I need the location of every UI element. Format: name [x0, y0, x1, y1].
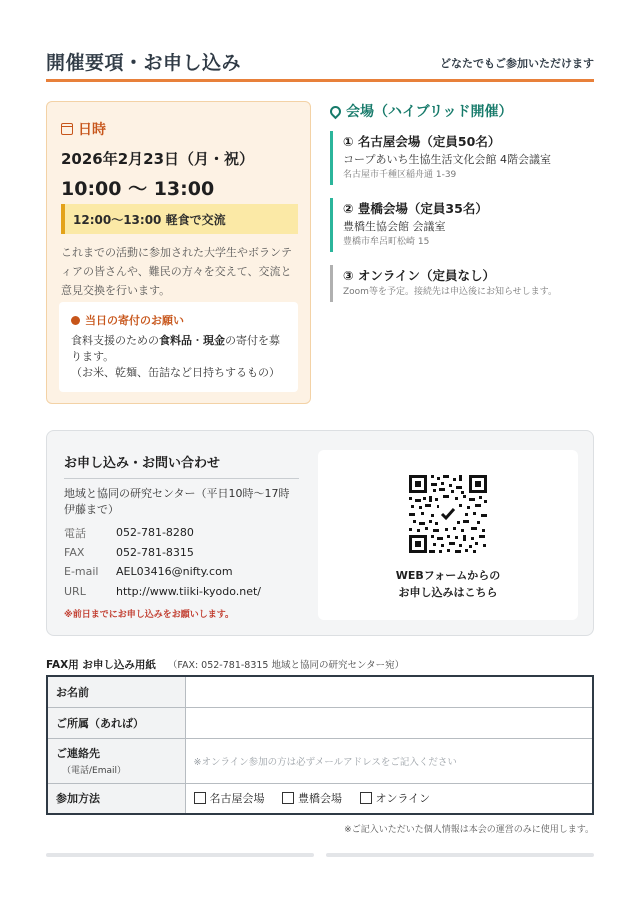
contact-label — [47, 738, 185, 783]
donation-heading — [71, 312, 286, 328]
page-header — [46, 48, 594, 82]
option-nagoya[interactable] — [194, 790, 265, 806]
contact-key: FAX — [64, 545, 85, 559]
contact-value: 052-781-8315 — [116, 545, 194, 559]
page-subtitle: どなたでもご参加いただけます — [440, 57, 594, 70]
venue-address: 名古屋市千種区稲舟通 1-39 — [343, 170, 457, 180]
name-label: お名前 — [47, 676, 185, 707]
option-toyohashi[interactable] — [282, 790, 342, 806]
donation-text-pre: 食料支援のための — [71, 334, 159, 347]
donation-sep: ・ — [192, 334, 203, 347]
contact-value: 052-781-8280 — [116, 526, 194, 540]
venue-item-online — [330, 265, 594, 302]
deadline-note: ※前日までにお申し込みをお願いします。 — [64, 610, 235, 620]
email-link[interactable]: AEL03416@nifty.com — [116, 565, 233, 579]
qr-caption-line2: お申し込みはこちら — [398, 586, 498, 599]
venue-heading-text: 会場（ハイブリッド開催） — [346, 104, 513, 120]
fax-form-table — [46, 675, 594, 815]
checkbox-online[interactable] — [360, 792, 372, 804]
method-label: 参加方法 — [47, 783, 185, 814]
contact-key: E-mail — [64, 565, 99, 579]
contact-row-fax — [64, 543, 261, 563]
donation-item-food: 食料品 — [159, 334, 192, 347]
venue-heading — [330, 101, 594, 121]
form-row-method — [47, 783, 593, 814]
checkbox-nagoya[interactable] — [194, 792, 206, 804]
contact-rows — [64, 523, 261, 601]
qr-caption-line1: WEBフォームからの — [395, 569, 501, 582]
contact-key: URL — [64, 584, 86, 598]
venue-section — [330, 101, 594, 315]
page-title: 開催要項・お申し込み — [46, 52, 242, 74]
datetime-panel — [46, 101, 311, 404]
form-row-name — [47, 676, 593, 707]
form-row-contact — [47, 738, 593, 783]
option-online[interactable] — [360, 790, 431, 806]
footer-divider-right — [326, 853, 594, 857]
fax-form-title: FAX用 お申し込み用紙 — [46, 659, 156, 671]
donation-item-cash: 現金 — [203, 334, 225, 347]
venue-address: 豊橋市牟呂町松崎 15 — [343, 237, 430, 247]
exchange-time-banner: 12:00〜13:00 軽食で交流 — [61, 204, 298, 234]
donation-text — [71, 333, 286, 381]
contact-panel — [46, 430, 594, 636]
venue-name: ③ オンライン（定員なし） — [343, 268, 496, 283]
affiliation-label: ご所属（あれば） — [47, 707, 185, 738]
calendar-icon — [61, 123, 73, 135]
privacy-note: ※ご記入いただいた個人情報は本会の運営のみに使用します。 — [344, 825, 594, 835]
method-options — [185, 783, 593, 814]
affiliation-field[interactable] — [185, 707, 593, 738]
venue-name: ② 豊橋会場（定員35名） — [343, 201, 488, 216]
contact-row-phone — [64, 523, 261, 543]
option-label: 名古屋会場 — [209, 791, 265, 805]
qr-code-panel — [318, 450, 578, 620]
option-label: 豊橋会場 — [298, 791, 342, 805]
location-pin-icon — [328, 103, 344, 119]
name-field[interactable] — [185, 676, 593, 707]
contact-sublabel: （電話/Email） — [62, 766, 127, 776]
donation-box — [59, 302, 298, 392]
contact-row-email — [64, 562, 261, 582]
datetime-heading — [61, 119, 106, 139]
contact-field[interactable] — [185, 738, 593, 783]
venue-item-nagoya — [330, 131, 594, 185]
event-time: 10:00 〜 13:00 — [61, 178, 215, 200]
option-label: オンライン — [375, 791, 431, 805]
fax-form-recipient: （FAX: 052-781-8315 地域と協同の研究センター宛） — [167, 660, 405, 671]
contact-organization: 地域と協同の研究センター（平日10時〜17時 伊藤まで） — [64, 487, 290, 516]
website-link[interactable]: http://www.tiiki-kyodo.net/ — [116, 584, 261, 598]
donation-text-post: の寄付を募ります。 — [71, 334, 280, 363]
event-date: 2026年2月23日（月・祝） — [61, 150, 255, 168]
bullet-dot-icon — [71, 316, 80, 325]
contact-key: 電話 — [64, 526, 86, 540]
venue-name: ① 名古屋会場（定員50名） — [343, 134, 501, 149]
datetime-label: 日時 — [78, 122, 106, 138]
fax-form-heading — [46, 657, 404, 672]
venue-address: Zoom等を予定。接続先は申込後にお知らせします。 — [343, 287, 557, 297]
qr-code-icon[interactable] — [409, 475, 487, 553]
venue-place: コープあいち生協生活文化会館 4階会議室 — [343, 153, 551, 166]
venue-item-toyohashi — [330, 198, 594, 252]
contact-title: お申し込み・お問い合わせ — [64, 452, 299, 479]
footer-divider-left — [46, 853, 314, 857]
contact-label-text: ご連絡先 — [56, 747, 100, 760]
venue-place: 豊橋生協会館 会議室 — [343, 220, 446, 233]
contact-placeholder: ※オンライン参加の方は必ずメールアドレスをご記入ください — [193, 756, 457, 768]
event-description: これまでの活動に参加された大学生やボランティアの皆さんや、難民の方々を交えて、交流と意見交換を行います。 — [61, 246, 292, 297]
contact-row-url — [64, 582, 261, 602]
qr-caption — [318, 567, 578, 601]
form-row-affiliation — [47, 707, 593, 738]
checkbox-toyohashi[interactable] — [282, 792, 294, 804]
donation-heading-text: 当日の寄付のお願い — [85, 314, 184, 327]
donation-note: （お米、乾麺、缶詰など日持ちするもの） — [71, 366, 280, 379]
